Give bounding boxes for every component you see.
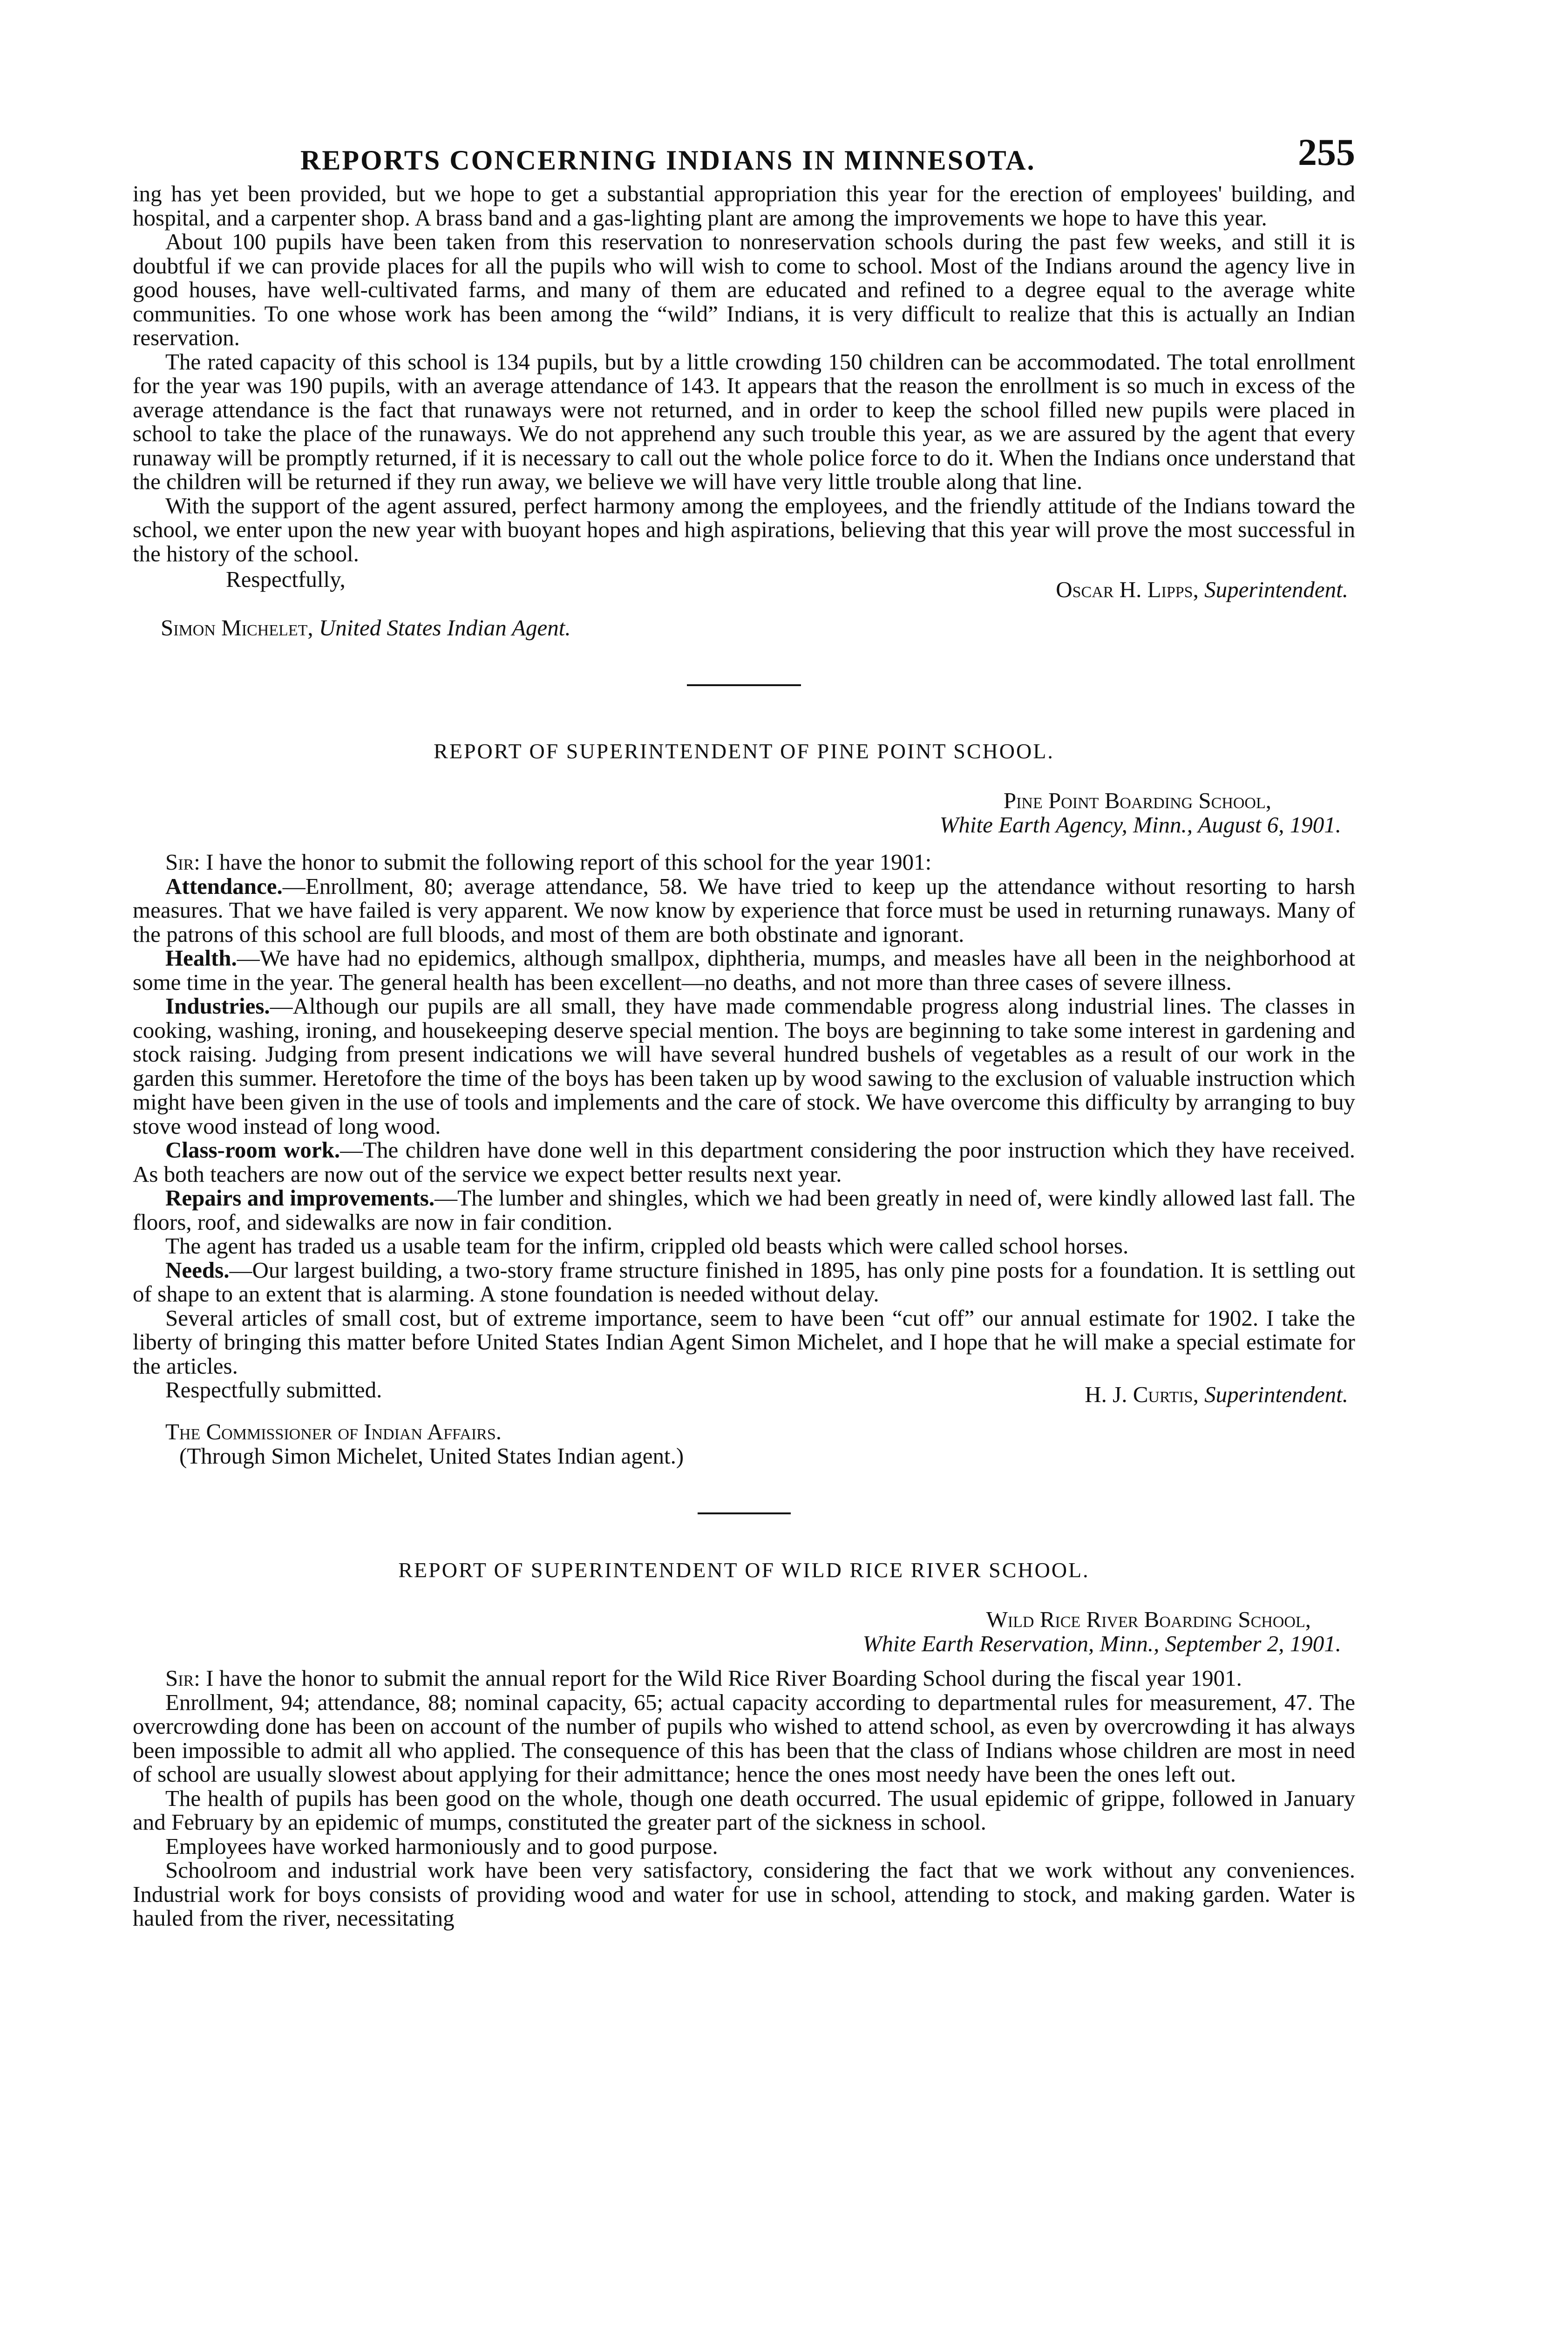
dateline-place-date: White Earth Agency, Minn., August 6, 1901. [939, 812, 1341, 838]
paragraph-health: Health.—We have had no epidemics, although smallpox, diphtheria, mumps, and measles have all been in the neighborhood at some time in the year. The general health has been excellent—no deaths, and not more than three cases of severe illness. [133, 945, 1355, 995]
page-number: 255 [1298, 131, 1355, 173]
section-lipps-report [133, 182, 1355, 640]
dateline-place-date: White Earth Reservation, Minn., September 2, 1901. [862, 1631, 1341, 1656]
agent-name: Simon Michelet, [161, 615, 313, 640]
page-header [133, 116, 1355, 182]
agent-title: United States Indian Agent. [319, 615, 571, 640]
signer-name: H. J. Curtis, [1085, 1382, 1199, 1407]
paragraph-attendance: Attendance.—Enrollment, 80; average attendance, 58. We have tried to keep up the attendance without resorting to harsh measures. That we have failed is very apparent. We now know by experience that force must be used in returning runaways. Many of the patrons of this school are full bloods, and most of them are both obstinate and ignorant. [133, 873, 1355, 947]
paragraph-industries: Industries.—Although our pupils are all small, they have made commendable progress along industrial lines. The classes in cooking, washing, ironing, and housekeeping deserve special mention. The boys are beginning to take some interest in gardening and stock raising. Judging from present indications we will have several hundred bushels of vegetables as a result of our work in the garden this summer. Heretofore the time of the boys has been taken up by wood sawing to the exclusion of valuable instruction which might have been given in the use of tools and implements and the care of stock. We have overcome this difficulty by arranging to buy stove wood instead of long wood. [133, 993, 1355, 1139]
section-divider [698, 1512, 791, 1514]
signer-name: Oscar H. Lipps, [1056, 577, 1199, 602]
report-title: REPORT OF SUPERINTENDENT OF WILD RICE RIVER SCHOOL. [398, 1558, 1090, 1582]
closing: Respectfully submitted. [165, 1377, 382, 1403]
paragraph: The health of pupils has been good on the whole, though one death occurred. The usual epidemic of grippe, followed in January and February by an epidemic of mumps, constituted the greater part of the sickness in school. [133, 1785, 1355, 1835]
paragraph: ing has yet been provided, but we hope to get a substantial appropriation this year for the erection of employees' building, and hospital, and a carpenter shop. A brass band and a gas-lighting plant are among the improvements we hope to have this year. [133, 181, 1355, 231]
paragraph: With the support of the agent assured, perfect harmony among the employees, and the friendly attitude of the Indians toward the school, we enter upon the new year with buoyant hopes and high aspirations, believing that this year will prove the most successful in the history of the school. [133, 492, 1355, 566]
closing: Respectfully, [226, 566, 346, 592]
dateline-school: Pine Point Boarding School, [1003, 788, 1271, 813]
paragraph-classroom: Class-room work.—The children have done well in this department considering the poor instruction which they have received. As both teachers are now out of the service we expect better results next year. [133, 1137, 1356, 1187]
section-pine-point-report [133, 740, 1355, 1468]
paragraph-repairs: Repairs and improvements.—The lumber and shingles, which we had been greatly in need of, were kindly allowed last fall. The floors, roof, and sidewalks are now in fair condition. [133, 1185, 1356, 1235]
signature [1085, 1382, 1355, 1407]
signature-row [133, 1378, 1355, 1407]
paragraph-articles: Several articles of small cost, but of extreme importance, seem to have been “cut off” our annual estimate for 1902. I take the liberty of bringing this matter before United States Indian Agent Simon Michelet, and I hope that he will make a special estimate for the articles. [133, 1305, 1355, 1379]
salutation: Sir: I have the honor to submit the annual report for the Wild Rice River Boarding School during the fiscal year 1901. [165, 1665, 1242, 1691]
section-divider [687, 684, 801, 686]
paragraph: Schoolroom and industrial work have been very satisfactory, considering the fact that we work without any conveniences. Industrial work for boys consists of providing wood and water for use in school, attending to stock, and making garden. Water is hauled from the river, necessitating [133, 1857, 1355, 1931]
paragraph: The rated capacity of this school is 134 pupils, but by a little crowding 150 children can be accommodated. The total enrollment for the year was 190 pupils, with an average attendance of 143. It appears that the reason the enrollment is so much in excess of the average attendance is the fact that runaways were not returned, and in order to keep the school filled new pupils were placed in school to take the place of the runaways. We do not apprehend any such trouble this year, as we are assured by the agent that every runaway will be promptly returned, if it is necessary to call out the whole police force to do it. When the Indians once understand that the children will be returned if they run away, we believe we will have very little trouble along that line. [133, 348, 1355, 494]
paragraph: Employees have worked harmoniously and to good purpose. [165, 1833, 718, 1859]
salutation: Sir: I have the honor to submit the following report of this school for the year 1901: [165, 849, 932, 875]
running-title: REPORTS CONCERNING INDIANS IN MINNESOTA. [300, 145, 1036, 176]
signature [1056, 578, 1355, 602]
section-wild-rice-report [133, 1559, 1355, 1930]
document-page [133, 116, 1355, 1930]
dateline-school: Wild Rice River Boarding School, [986, 1607, 1311, 1632]
addressee: The Commissioner of Indian Affairs. [165, 1419, 502, 1444]
paragraph-needs: Needs.—Our largest building, a two-story frame structure finished in 1895, has only pine posts for a foundation. It is settling out of shape to an extent that is alarming. A stone foundation is needed without delay. [133, 1257, 1355, 1307]
agent-line [133, 616, 1355, 640]
signer-title: Superintendent. [1204, 577, 1348, 602]
report-title: REPORT OF SUPERINTENDENT OF PINE POINT SCHOOL. [434, 739, 1054, 763]
paragraph-team: The agent has traded us a usable team for the infirm, crippled old beasts which were called school horses. [165, 1233, 1129, 1259]
signer-title: Superintendent. [1204, 1382, 1348, 1407]
paragraph: Enrollment, 94; attendance, 88; nominal capacity, 65; actual capacity according to departmental rules for measurement, 47. The overcrowding done has been on account of the number of pupils who wished to attend school, as even by overcrowding it has always been impossible to admit all who applied. The consequence of this has been that the class of Indians whose children are most in need of school are usually slowest about applying for their admittance; hence the ones most needy have been the ones left out. [133, 1689, 1355, 1787]
addressee-via: (Through Simon Michelet, United States Indian agent.) [179, 1443, 684, 1469]
signature-row [133, 567, 1355, 602]
paragraph: About 100 pupils have been taken from this reservation to nonreservation schools during the past few weeks, and still it is doubtful if we can provide places for all the pupils who will wish to come to school. Most of the Indians around the agency live in good houses, have well-cultivated farms, and many of them are educated and refined to a degree equal to the average white communities. To one whose work has been among the “wild” Indians, it is very difficult to realize that this is actually an Indian reservation. [133, 229, 1355, 350]
